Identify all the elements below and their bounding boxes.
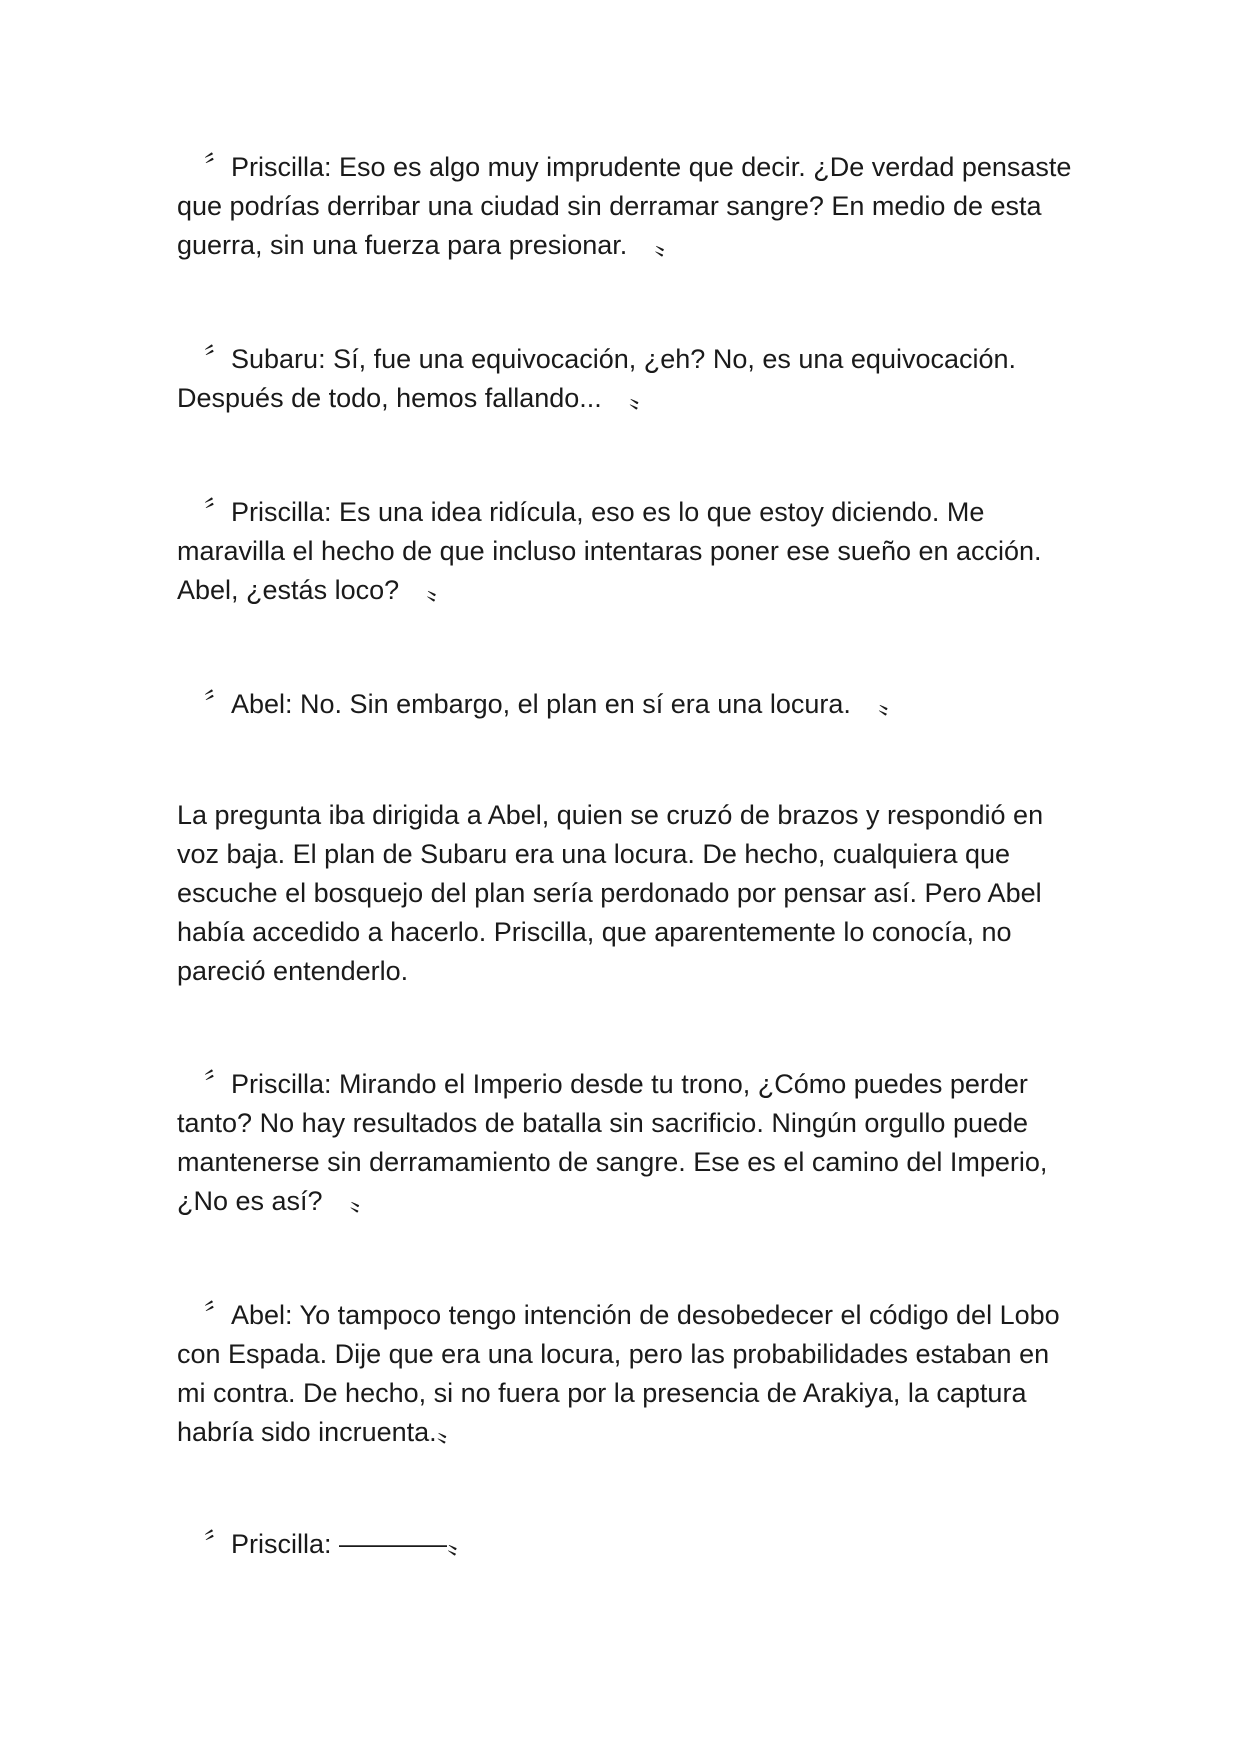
dialogue-priscilla-3: 〞Priscilla: Mirando el Imperio desde tu trono, ¿Cómo puedes perder tanto? No hay resultados de batalla sin sacrificio. Ningún orgullo puede mantenerse sin derramamiento de sangre. Ese es el camino del Imperio, ¿No es así? 〟 (177, 1069, 1055, 1216)
dialogue-priscilla-4: 〞Priscilla: ————〟 (177, 1529, 475, 1559)
dialogue-priscilla-2: 〞Priscilla: Es una idea ridícula, eso es lo que estoy diciendo. Me maravilla el hecho de que incluso intentaras poner ese sueño en acción. Abel, ¿estás loco? 〟 (177, 497, 1048, 605)
dialogue-abel-1: 〞Abel: No. Sin embargo, el plan en sí era una locura. 〟 (177, 689, 905, 719)
dialogue-priscilla-1: 〞Priscilla: Eso es algo muy imprudente que decir. ¿De verdad pensaste que podrías derribar una ciudad sin derramar sangre? En medio de esta guerra, sin una fuerza para presionar. 〟 (177, 152, 1079, 260)
narration-paragraph: La pregunta iba dirigida a Abel, quien se cruzó de brazos y respondió en voz baja. El plan de Subaru era una locura. De hecho, cualquiera que escuche el bosquejo del plan sería perdonado por pensar así. Pero Abel había accedido a hacerlo. Priscilla, que aparentemente lo conocía, no pareció entenderlo. (177, 800, 1051, 986)
dialogue-subaru-1: 〞Subaru: Sí, fue una equivocación, ¿eh? No, es una equivocación. Después de todo, hemos fallando... 〟 (177, 344, 1024, 413)
dialogue-abel-2: 〞Abel: Yo tampoco tengo intención de desobedecer el código del Lobo con Espada. Dije que era una locura, pero las probabilidades estaban en mi contra. De hecho, si no fuera por la presencia de Arakiya, la captura habría sido incruenta.〟 (177, 1300, 1068, 1447)
